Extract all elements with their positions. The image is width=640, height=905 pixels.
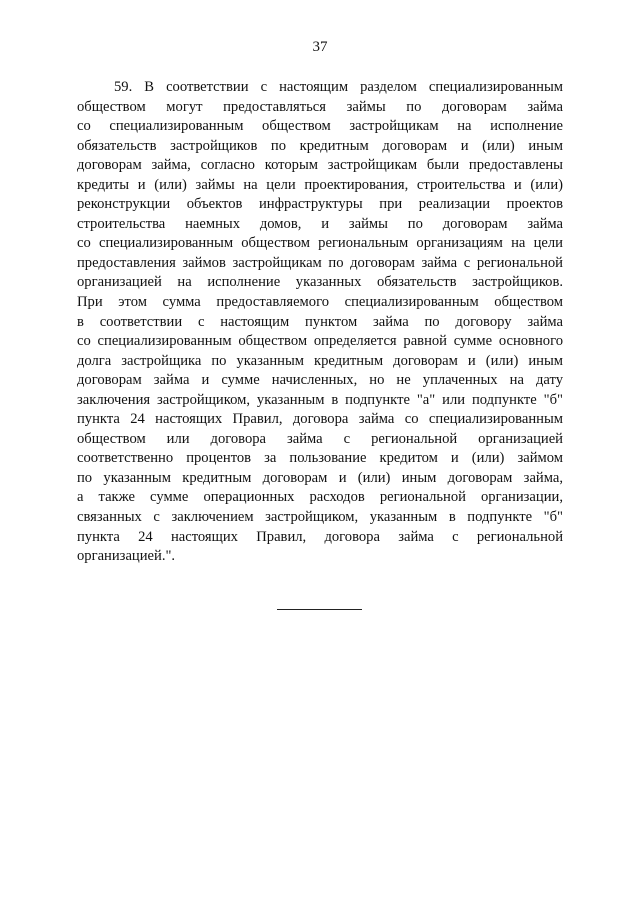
- separator-line: [277, 609, 362, 610]
- text-line: реконструкции объектов инфраструктуры при реализации проектов: [77, 196, 563, 213]
- text-line: организацией.".: [77, 548, 176, 565]
- text-line: 59. В соответствии с настоящим разделом специализированным: [114, 79, 563, 95]
- body-paragraph: [77, 78, 563, 567]
- text-line: долга застройщика по указанным кредитным договорам и (или) иным: [77, 352, 563, 369]
- text-line: по указанным кредитным договорам и (или) иным договорам займа,: [77, 469, 563, 486]
- text-line: договорам займа, согласно которым застройщикам были предоставлены: [77, 157, 563, 174]
- text-line: пункта 24 настоящих Правил, договора займа с региональной: [77, 528, 563, 545]
- text-line: со специализированным обществом региональным организациям на цели: [77, 235, 563, 252]
- text-line: строительства наемных домов, и займы по договорам займа: [77, 215, 563, 232]
- text-line: договорам займа и сумме начисленных, но не уплаченных на дату: [77, 372, 563, 389]
- text-line: организацией на исполнение указанных обязательств застройщиков.: [77, 274, 563, 291]
- text-line: а также сумме операционных расходов региональной организации,: [77, 489, 563, 506]
- text-line: со специализированным обществом определяется равной сумме основного: [77, 333, 563, 350]
- text-line: заключения застройщиком, указанным в подпункте "а" или подпункте "б": [77, 391, 563, 408]
- text-line: в соответствии с настоящим пунктом займа по договору займа: [77, 313, 563, 330]
- page-number: 37: [312, 39, 328, 55]
- text-line: со специализированным обществом застройщикам на исполнение: [77, 118, 563, 135]
- text-line: При этом сумма предоставляемого специализированным обществом: [77, 294, 563, 311]
- text-line: обществом могут предоставляться займы по договорам займа: [77, 98, 563, 115]
- text-line: соответственно процентов за пользование кредитом и (или) займом: [77, 450, 563, 467]
- text-line: пункта 24 настоящих Правил, договора займа со специализированным: [77, 411, 563, 428]
- text-line: связанных с заключением застройщиком, указанным в подпункте "б": [77, 509, 563, 526]
- text-line: обязательств застройщиков по кредитным договорам и (или) иным: [77, 137, 563, 154]
- text-line: кредиты и (или) займы на цели проектирования, строительства и (или): [77, 176, 563, 193]
- text-line: предоставления займов застройщикам по договорам займа с региональной: [77, 254, 563, 271]
- text-line: обществом или договора займа с региональной организацией: [77, 430, 563, 447]
